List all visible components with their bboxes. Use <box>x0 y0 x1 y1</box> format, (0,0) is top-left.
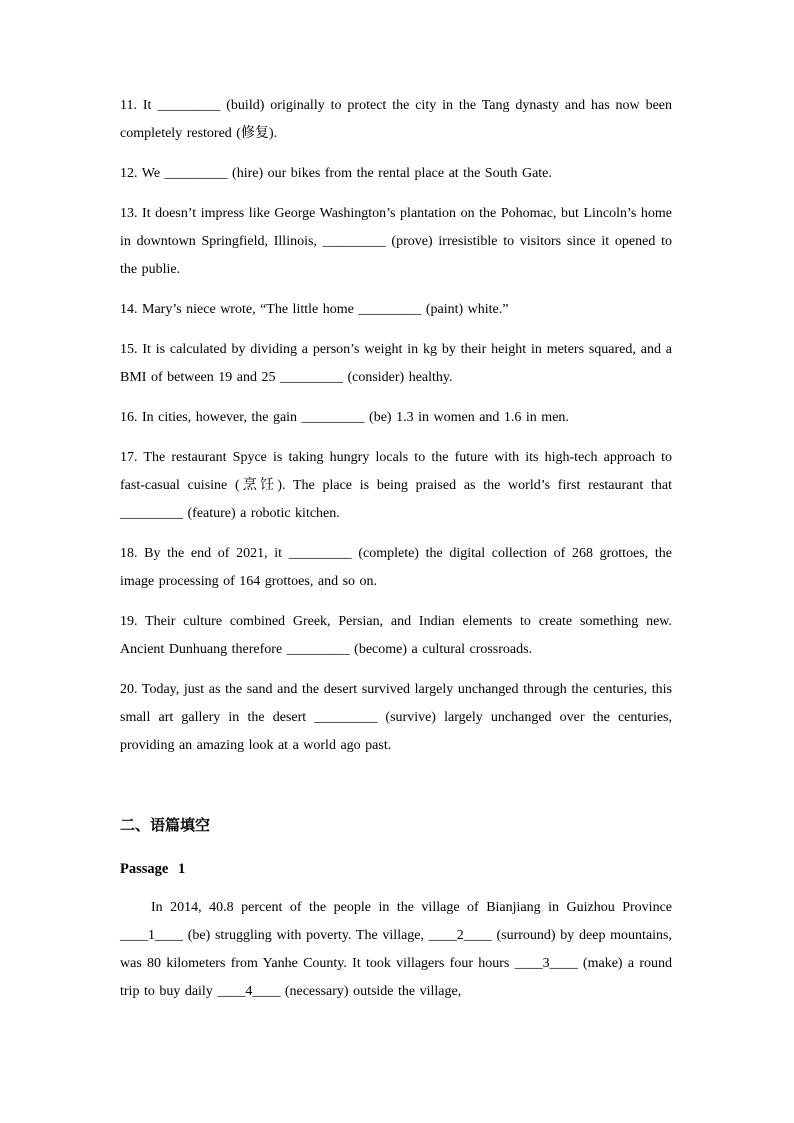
passage-title: Passage 1 <box>120 861 186 877</box>
document-page <box>120 92 672 1006</box>
question-17: 17. The restaurant Spyce is taking hungry locals to the future with its high-tech approach to fast-casual cuisine (烹饪). The place is being praised as the world’s first restaurant that _________ (feature) a robotic kitchen. <box>120 450 672 521</box>
question-13: 13. It doesn’t impress like George Washington’s plantation on the Pohomac, but Lincoln’s home in downtown Springfield, Illinois, _________ (prove) irresistible to visitors since it opened to the publie. <box>120 206 672 277</box>
question-18: 18. By the end of 2021, it _________ (complete) the digital collection of 268 grottoes, the image processing of 164 grottoes, and so on. <box>120 546 672 589</box>
question-16: 16. In cities, however, the gain _________ (be) 1.3 in women and 1.6 in men. <box>120 410 569 425</box>
question-11: 11. It _________ (build) originally to protect the city in the Tang dynasty and has now been completely restored (修复). <box>120 98 672 141</box>
passage-body: In 2014, 40.8 percent of the people in the village of Bianjiang in Guizhou Province ____1____ (be) struggling with poverty. The village, ____2____ (surround) by deep mountains, was 80 kilometers from Yanhe County. It took villagers four hours ____3____ (make) a round trip to buy daily ____4____ (necessary) outside the village, <box>120 900 672 999</box>
question-15: 15. It is calculated by dividing a person’s weight in kg by their height in meters squared, and a BMI of between 19 and 25 _________ (consider) healthy. <box>120 342 672 385</box>
question-12: 12. We _________ (hire) our bikes from the rental place at the South Gate. <box>120 166 552 181</box>
question-19: 19. Their culture combined Greek, Persian, and Indian elements to create something new. Ancient Dunhuang therefore _________ (become) a cultural crossroads. <box>120 614 672 657</box>
question-20: 20. Today, just as the sand and the desert survived largely unchanged through the centuries, this small art gallery in the desert _________ (survive) largely unchanged over the centuries, providing an amazing look at a world ago past. <box>120 682 672 753</box>
question-14: 14. Mary’s niece wrote, “The little home _________ (paint) white.” <box>120 302 509 317</box>
section-heading: 二、语篇填空 <box>120 816 211 834</box>
